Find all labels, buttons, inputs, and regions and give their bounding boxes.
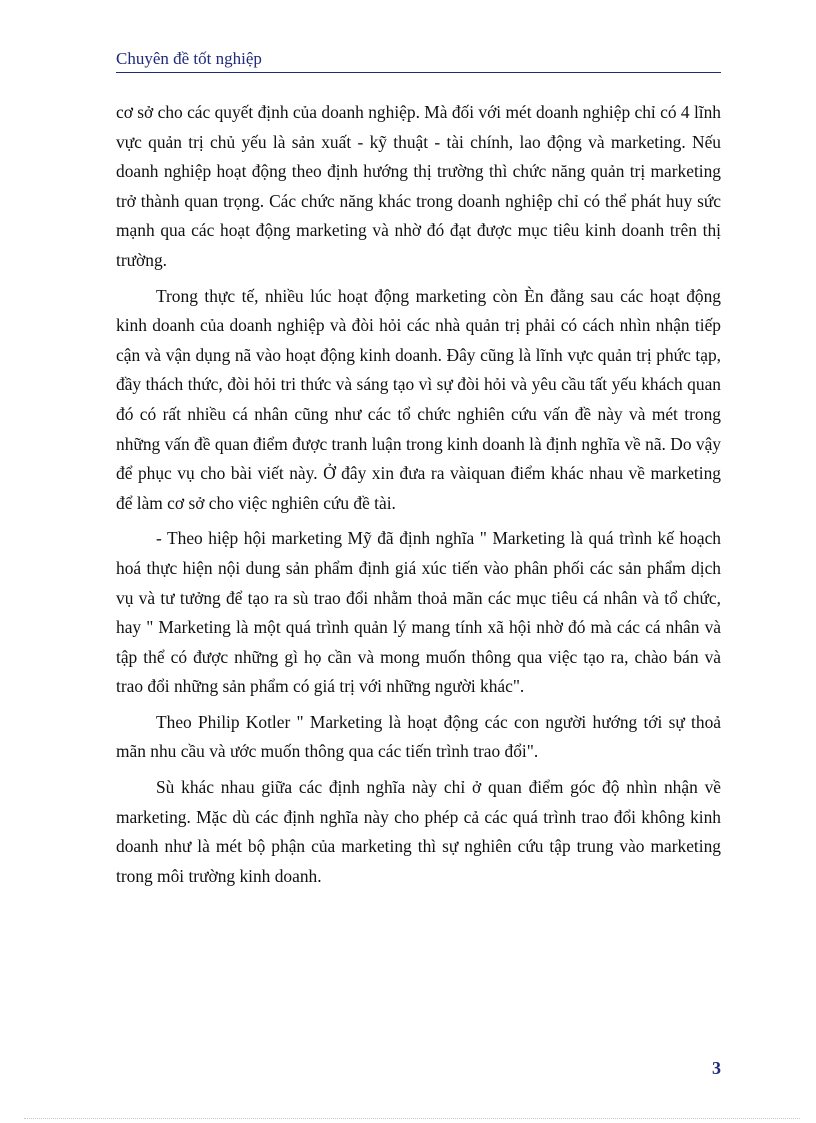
document-body xyxy=(116,98,721,897)
paragraph-continuation: cơ sở cho các quyết định của doanh nghiệp. Mà đối với mét doanh nghiệp chỉ có 4 lĩnh vực quản trị chủ yếu là sản xuất - kỹ thuật - tài chính, lao động và marketing. Nếu doanh nghiệp hoạt động theo định hướng thị trường thì chức năng quản trị marketing trở thành quan trọng. Các chức năng khác trong doanh nghiệp chỉ có thể phát huy sức mạnh qua các hoạt động marketing và nhờ đó đạt được mục tiêu kinh doanh trên thị trường. xyxy=(116,102,721,270)
paragraph: Theo Philip Kotler " Marketing là hoạt động các con người hướng tới sự thoả mãn nhu cầu và ước muốn thông qua các tiến trình trao đổi". xyxy=(116,711,721,762)
paragraph: - Theo hiệp hội marketing Mỹ đã định nghĩa " Marketing là quá trình kế hoạch hoá thực hiện nội dung sản phẩm định giá xúc tiến vào phân phối các sản phẩm dịch vụ và tư tưởng để tạo ra sù trao đổi nhằm thoả mãn các mục tiêu cá nhân và tổ chức, hay " Marketing là một quá trình quản lý mang tính xã hội nhờ đó mà các cá nhân và tập thể có được những gì họ cần và mong muốn thông qua việc tạo ra, chào bán và trao đổi những sản phẩm có giá trị với những người khác". xyxy=(116,528,721,697)
page-bottom-divider xyxy=(24,1118,800,1119)
header-title: Chuyên đề tốt nghiệp xyxy=(116,49,262,68)
paragraph: Trong thực tế, nhiều lúc hoạt động marketing còn Èn đằng sau các hoạt động kinh doanh của doanh nghiệp và đòi hỏi các nhà quản trị phải có cách nhìn nhận tiếp cận và vận dụng nã vào hoạt động kinh doanh. Đây cũng là lĩnh vực quản trị phức tạp, đầy thách thức, đòi hỏi tri thức và sáng tạo vì sự đòi hỏi và yêu cầu tất yếu khách quan đó có rất nhiều cá nhân cũng như các tổ chức nghiên cứu vấn đề này và mét trong những vấn đề quan điểm được tranh luận trong kinh doanh là định nghĩa về nã. Do vậy để phục vụ cho bài viết này. Ở đây xin đưa ra vàiquan điểm khác nhau về marketing để làm cơ sở cho việc nghiên cứu đề tài. xyxy=(116,285,721,513)
page-number: 3 xyxy=(712,1058,721,1078)
page-header xyxy=(116,48,721,73)
paragraph: Sù khác nhau giữa các định nghĩa này chỉ ở quan điểm góc độ nhìn nhận về marketing. Mặc dù các định nghĩa này cho phép cả các quá trình trao đổi không kinh doanh như là mét bộ phận của marketing thì sự nghiên cứu tập trung vào marketing trong môi trường kinh doanh. xyxy=(116,777,721,886)
